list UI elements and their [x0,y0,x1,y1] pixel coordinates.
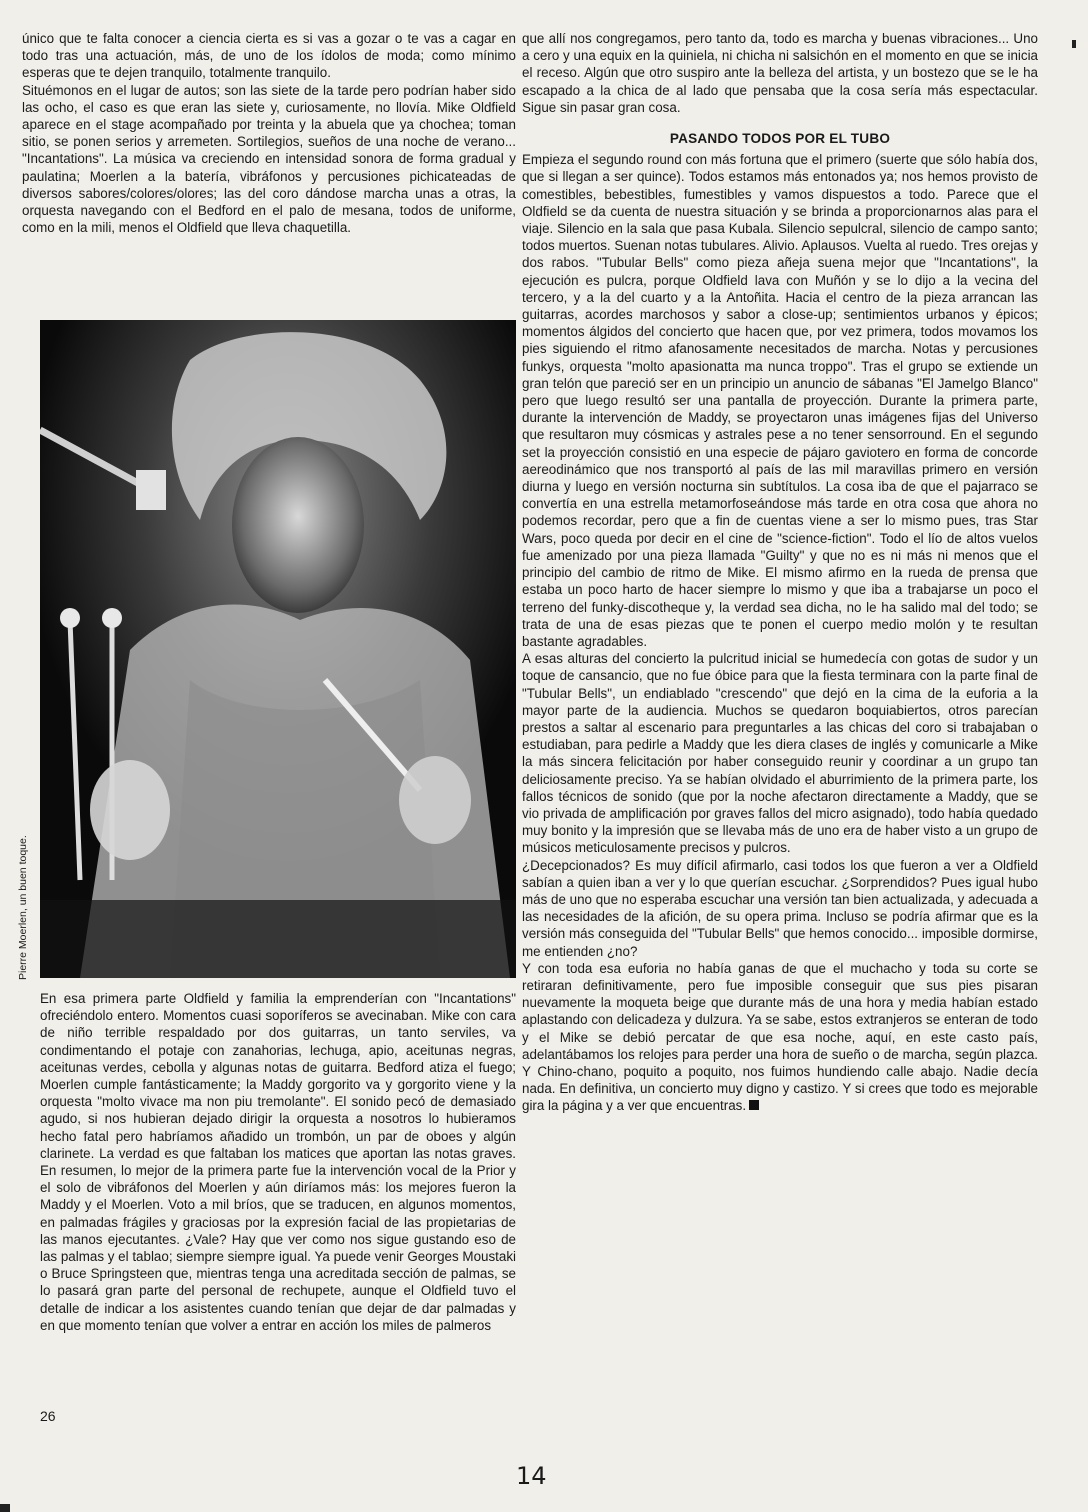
page-number: 26 [40,1408,56,1424]
handwritten-folio: 14 [516,1462,547,1490]
photo-caption-text: Pierre Moerlen, un buen toque. [17,835,29,980]
scan-mark [0,1504,10,1512]
concert-photo [40,320,516,978]
text-column-left-top [22,30,516,236]
scan-mark [1072,40,1076,48]
paragraph: que allí nos congregamos, pero tanto da, todo es marcha y buenas vibraciones... Uno a cero y una equix en la quiniela, ni chicha ni salsichón en el momento en que se inicia el receso. Algún que otro suspiro ante la belleza del artista, y un bostezo que se le ha escapado a la chica de al lado que pensaba que la cosa sería más espectacular. Sigue sin pasar gran cosa. [522,31,1038,115]
paragraph: único que te falta conocer a ciencia cierta es si vas a gozar o te vas a cagar en todo tras una actuación, más, de uno de los ídolos de moda; como mínimo esperas que te dejen tranquilo, totalmente tranquilo. [22,31,516,81]
paragraph: A esas alturas del concierto la pulcritud inicial se humedecía con gotas de sudor y un toque de cansancio, que no fue óbice para que la fiesta terminara con la parte final de "Tubular Bells", un endiablado "crescendo" que dejó en la cima de la euforia a la mayor parte de la audiencia. Muchos se quedaron boquiabiertos, otros parecían prestos a saltar al escenario para preguntarles a las chicas del coro si trabajaban o estudiaban, para pedirle a Maddy que les diera clases de inglés y comunicarle a Mike la más sincera felicitación por haber conseguido reunir y coordinar a un grupo tan deliciosamente preciso. Ya se habían olvidado el aburrimiento de la primera parte, los fallos técnicos de sonido (que por la noche afectaron directamente a Maddy, que se vio privada de amplificación por graves fallos del micro asignado), todo había quedado muy bonito y la impresión que se llevaba más de uno era de haber visto a un grupo de músicos meticulosamente precisos y pulcros. [522,651,1038,856]
photo-illustration [40,320,516,978]
paragraph: ¿Decepcionados? Es muy difícil afirmarlo, casi todos los que fueron a ver a Oldfield sabían a quien iban a ver y lo que querían escuchar. ¿Sorprendidos? Pues igual hubo más de uno que no esperaba escuchar una versión tan bien actualizada, y adecuada a las necesidades de la afición, de su opera prima. Incluso se podría afirmar que es la versión más conseguida del "Tubular Bells" que hemos conocido... imposible dormirse, me entienden ¿no? [522,857,1038,959]
end-mark-icon [749,1100,759,1110]
section-subheading: PASANDO TODOS POR EL TUBO [669,131,891,147]
paragraph: Empieza el segundo round con más fortuna que el primero (suerte que sólo había dos, que si llegan a ser quince). Todos estamos más entonados ya; nos hemos provisto de comestibles, bebestibles, fumestibles y vamos dispuestos a todo. Parece que el Oldfield se da cuenta de nuestra situación y se brinda a proporcionarnos alas para el viaje. Silencio en la sala que pasa Kubala. Silencio sepulcral, silencio de campo santo; todos muertos. Suenan notas tubulares. Alivio. Aplausos. Vuelta al ruedo. Tres orejas y dos rabos. "Tubular Bells" como pieza añeja suena mejor que "Incantations", la ejecución es pulcra, porque Oldfield lava con Muñón y se lo dijo a la vecina del tercero, y a la del cuarto y a la Antoñita. Hacia el centro de la pieza arrancan las guitarras, acordes marchosos y sabor a close-up; sentimientos urbanos y épicos; momentos álgidos del concierto que hacen que, por vez primera, todos movamos los pies siguiendo el ritmo afanosamente necesitados de marcha. Notas y percusiones funkys, orquesta "molto apasionatta ma nunca troppo". Tras el grupo se extiende un gran telón que pareció ser en un principio un anuncio de sábanas "El Jamelgo Blanco" pero que luego resultó ser una pantalla de proyección. Durante la primera parte, durante la intervención de Maddy, se proyectaron unas imágenes fijas del Universo que resultaron muy cósmicas y astrales pese a no tener sensorround. En el segundo set la proyección consistió en una especie de pájaro gaviotero en forma de concorde aereodinámico que nos transportó al país de las mil maravillas primero en versión diurna y luego en versión nocturna sin subtítulos. La cosa iba de que el pajarraco se convertía en una estrella metamorfoseándose más tarde en otra cosa que ahora no podemos recordar, pero que a fin de cuentas viene a ser lo mismo pues, tras Star Wars, poco queda por decir en el cine de "science-fiction". Todo el lío de altos vuelos fue amenizado por una pieza llamada "Guilty" y que no es ni más ni menos que el principio del cambio de ritmo de Mike. El mismo afirmo en la rueda de prensa que estaba un poco harto de hacer siempre lo mismo y que iba a trabajarse un poco el terreno del funky-discotheque y, la verdad sea dicha, no le ha salido mal del todo; se trata de una de esas piezas que te ponen el cuerpo medio molón y te resultan bastante agradables. [522,152,1038,649]
text-column-left-bottom [40,990,516,1334]
text-column-right [522,30,1038,1115]
paragraph-final-text: Y con toda esa euforia no había ganas de que el muchacho y toda su corte se retiraran definitivamente, pero fue imposible conseguir que sus pies pisaran nuevamente la moqueta beige que durante más de una hora y media habían estado aplastando con delicadeza y dulzura. Ya se sabe, estos extranjeros se enteran de todo y el Mike se debió percatar de que esa noche, aquí, en este casto país, adelantábamos los relojes para perder una hora de sueño o de marcha, según plazca. Y Chino-chano, poquito a poquito, nos fuimos hundiendo calle abajo. Nadie decía nada. En definitiva, un concierto muy digno y castizo. Y si crees que todo es mejorable gira la página y a ver que encuentras. [522,960,1038,1114]
paragraph-final [522,960,1038,1115]
paragraph: En esa primera parte Oldfield y familia la emprenderían con "Incantations" ofreciéndolo entero. Momentos cuasi soporíferos se avecinaban. Mike con cara de niño terrible respaldado por dos guitarras, un tanto serviles, va condimentando el potaje con zanahorias, lechuga, apio, aceitunas negras, aceitunas verdes, cebolla y algunas notas de guitarra. Bedford atiza el fuego; Moerlen cumple fantásticamente; la Maddy gorgorito va y gorgorito viene y la orquesta "molto vivace ma non piu tremolante". El sonido pecó de demasiado agudo, si nos hubieran dejado dirigir la orquesta a nosotros lo hubieramos hecho fatal pero habríamos añadido un trombón, un par de oboes y algún clarinete. La verdad es que faltaban los matices que aportan las notas graves. En resumen, lo mejor de la primera parte fue la intervención vocal de la Prior y el solo de vibráfonos del Moerlen y aún diríamos más: los mejores fueron la Maddy y el Moerlen. Voto a mil bríos, que se traducen, en algunos momentos, en palmadas frágiles y graciosas por la expresión facial de las propietarias de las manos ejecutantes. ¿Vale? Hay que ver como nos sigue gustando eso de las palmas y el tablao; siempre siempre igual. Ya puede venir Georges Moustaki o Bruce Springsteen que, mientras tenga una acreditada sección de palmas, se lo pasará gran parte del personal de rechupete, aunque el Oldfield tuvo el detalle de indicar a los asistentes cuando tenían que dejar de dar palmadas y en que momento tenían que volver a entrar en acción los miles de palmeros [40,991,516,1333]
paragraph: Situémonos en el lugar de autos; son las siete de la tarde pero podrían haber sido las ocho, el caso es que eran las siete y, curiosamente, no llovía. Mike Oldfield aparece en el stage acompañado por treinta y la abuela que ya chochea; toman sitio, se ponen serios y arremeten. Sortilegios, sueños de una noche de verano... "Incantations". La música va creciendo en intensidad sonora de forma gradual y paulatina; Moerlen a la batería, vibráfonos y percusiones pichicateadas de diversos sabores/colores/olores; las del coro dándose marcha unas a otras, la orquesta navegando con el Bedford en el palo de mesana, todos de uniforme, como en la mili, menos el Oldfield que lleva chaquetilla. [22,82,516,236]
